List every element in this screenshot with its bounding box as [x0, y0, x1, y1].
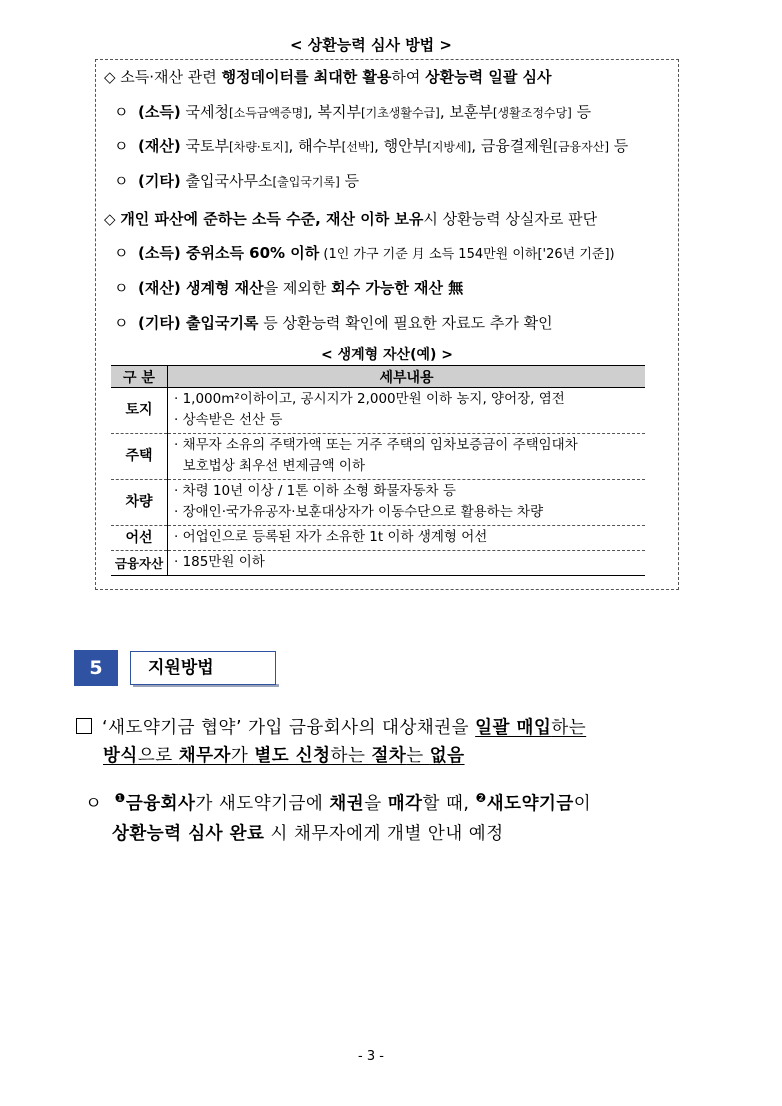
- column-header-category: 구 분: [111, 366, 168, 388]
- box-heading-2: [104, 208, 597, 229]
- para-text: 할 때,: [422, 794, 476, 814]
- table-row: [111, 551, 645, 576]
- item-small-text: [기초생활수급]: [360, 106, 440, 120]
- para-text: 으로: [137, 746, 179, 766]
- heading-2-text-a: ◇: [104, 210, 121, 228]
- para-text: 이: [573, 794, 592, 814]
- item-text: 국세청: [180, 103, 229, 121]
- para-emphasis: 금융회사: [125, 794, 196, 814]
- detail-line: · 1,000m²이하이고, 공시지가 2,000만원 이하 농지, 양어장, 염전: [174, 391, 565, 407]
- row-category: 토지: [111, 388, 168, 434]
- para-text: 하는: [551, 718, 587, 738]
- paragraph-1-line-1: [76, 714, 586, 739]
- para-emphasis: 채무자: [178, 746, 231, 766]
- bullet-marker: ㅇ: [114, 137, 129, 155]
- row-category: 차량: [111, 480, 168, 526]
- item-text: 출입국기록: [180, 314, 259, 332]
- assets-table: [111, 365, 645, 576]
- item-small-text: (1인 가구 기준 月 소득 154만원 이하['26년 기준]): [319, 247, 615, 262]
- bullet-marker: ㅇ: [114, 244, 129, 262]
- heading-1-text-a: ◇ 소득·재산 관련: [104, 68, 222, 86]
- para-emphasis: 매각: [387, 794, 423, 814]
- detail-line: · 어업인으로 등록된 자가 소유한 1t 이하 생계형 어선: [174, 529, 488, 545]
- para-emphasis: 새도약기금: [486, 794, 574, 814]
- item-small-text: [소득금액증명]: [229, 106, 308, 120]
- item-label: (기타): [138, 172, 181, 190]
- item-label: (소득): [138, 103, 181, 121]
- table-row: [111, 434, 645, 480]
- item-text: 중위소득 60% 이하: [180, 244, 320, 262]
- para-emphasis: 별도 신청: [254, 746, 331, 766]
- para-text: ‘새도약기금 협약’ 가입 금융회사의 대상채권을: [102, 718, 476, 738]
- para-text: 가: [230, 746, 255, 766]
- para-emphasis: 일괄 매입: [475, 718, 552, 738]
- item-label: (재산): [138, 137, 181, 155]
- item-text: 등: [571, 103, 592, 121]
- row-details: [168, 434, 646, 480]
- item-text: , 해수부: [288, 137, 342, 155]
- row-details: [168, 526, 646, 551]
- item-text: 등: [609, 137, 629, 155]
- section-number: 5: [74, 650, 118, 686]
- para-emphasis: 없음: [429, 746, 465, 766]
- item-text: 국토부: [180, 137, 229, 155]
- item-small-text: [지방세]: [427, 140, 472, 154]
- item-text: 회수 가능한 재산 無: [331, 279, 464, 297]
- section-title: 지원방법: [130, 651, 276, 685]
- detail-line: · 차령 10년 이상 / 1톤 이하 소형 화물자동차 등: [174, 483, 456, 499]
- column-header-details: 세부내용: [168, 366, 646, 388]
- table-row: [111, 526, 645, 551]
- other-sources-item: [114, 170, 359, 191]
- item-small-text: [출입국기록]: [272, 175, 340, 189]
- row-details: [168, 388, 646, 434]
- income-criteria-item: [114, 242, 615, 263]
- item-small-text: [차량·토지]: [229, 140, 289, 154]
- detail-line: · 채무자 소유의 주택가액 또는 거주 주택의 임차보증금이 주택임대차: [174, 437, 578, 453]
- para-text: 가 새도약기금에: [195, 794, 330, 814]
- paragraph-2-line-2: [112, 820, 504, 845]
- row-details: [168, 480, 646, 526]
- table-row: [111, 388, 645, 434]
- box-heading-1: [104, 66, 552, 87]
- item-small-text: [금융자산]: [553, 140, 610, 154]
- item-text: , 금융결제원: [471, 137, 554, 155]
- para-emphasis: 상환능력 심사 완료: [112, 824, 265, 844]
- box-title: < 상환능력 심사 방법 >: [290, 36, 452, 54]
- bullet-marker: ㅇ: [114, 103, 129, 121]
- other-criteria-item: [114, 312, 553, 333]
- row-category: 금융자산: [111, 551, 168, 576]
- detail-line: · 상속받은 선산 등: [174, 412, 283, 428]
- detail-line: · 185만원 이하: [174, 554, 265, 570]
- asset-sources-item: [114, 135, 628, 156]
- checkbox-square-icon: [76, 718, 92, 734]
- row-category: 주택: [111, 434, 168, 480]
- heading-1-text-c: 하여: [391, 68, 426, 86]
- para-emphasis: 방식: [103, 746, 138, 766]
- item-label: (소득): [138, 244, 181, 262]
- bullet-marker: ㅇ: [114, 314, 129, 332]
- income-sources-item: [114, 101, 591, 122]
- circled-number: ❶: [114, 791, 126, 806]
- table-header-row: [111, 366, 645, 388]
- item-text: 생계형 재산: [180, 279, 264, 297]
- item-small-text: [선박]: [341, 140, 375, 154]
- heading-1-text-d: 상환능력 일괄 심사: [425, 68, 552, 86]
- bullet-marker: ㅇ: [114, 279, 129, 297]
- item-text: 등: [339, 172, 360, 190]
- item-text: 등 상환능력 확인에 필요한 자료도 추가 확인: [258, 314, 553, 332]
- row-category: 어선: [111, 526, 168, 551]
- heading-2-text-b: 개인 파산에 준하는 소득 수준, 재산 이하 보유: [120, 210, 424, 228]
- item-text: , 행안부: [374, 137, 428, 155]
- heading-1-text-b: 행정데이터를 최대한 활용: [221, 68, 392, 86]
- bullet-marker: ㅇ: [85, 794, 103, 814]
- para-text: 는: [406, 746, 430, 766]
- row-details: [168, 551, 646, 576]
- bullet-marker: ㅇ: [114, 172, 129, 190]
- detail-line: 보호법상 최우선 변제금액 이하: [174, 458, 365, 474]
- item-text: , 보훈부: [439, 103, 493, 121]
- paragraph-2-line-1: [85, 790, 591, 815]
- table-title: < 생계형 자산(예) >: [320, 347, 454, 363]
- para-emphasis: 채권: [329, 794, 365, 814]
- para-text: 하는: [330, 746, 372, 766]
- table-row: [111, 480, 645, 526]
- item-small-text: [생활조정수당]: [492, 106, 572, 120]
- paragraph-1-line-2: [103, 742, 465, 767]
- page-number: - 3 -: [358, 1049, 384, 1064]
- heading-2-text-c: 시 상환능력 상실자로 판단: [423, 210, 598, 228]
- item-text: , 복지부: [307, 103, 361, 121]
- para-text: 을: [364, 794, 388, 814]
- item-text: 을 제외한: [263, 279, 332, 297]
- para-emphasis: 절차: [371, 746, 407, 766]
- para-text: 시 채무자에게 개별 안내 예정: [264, 824, 504, 844]
- circled-number: ❷: [475, 791, 487, 806]
- detail-line: · 장애인·국가유공자·보훈대상자가 이동수단으로 활용하는 차량: [174, 504, 544, 520]
- asset-criteria-item: [114, 277, 463, 298]
- item-text: 출입국사무소: [180, 172, 273, 190]
- item-label: (기타): [138, 314, 181, 332]
- item-label: (재산): [138, 279, 181, 297]
